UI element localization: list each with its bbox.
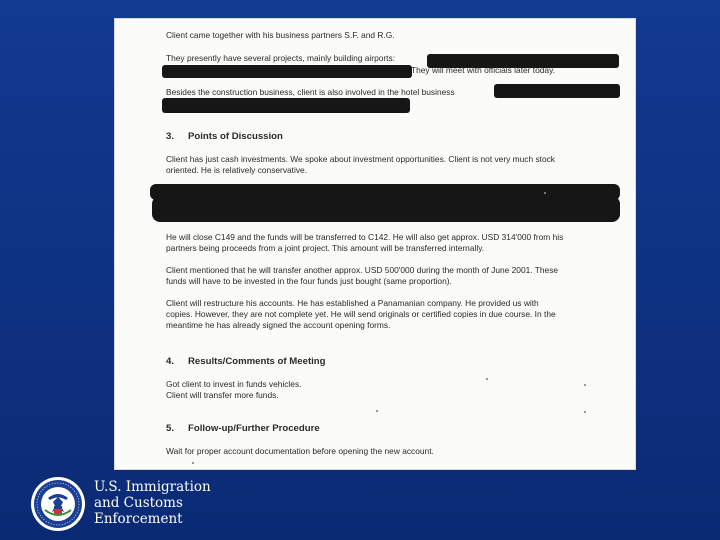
agency-line: U.S. Immigration bbox=[94, 479, 211, 495]
paragraph-line: Got client to invest in funds vehicles. bbox=[166, 379, 302, 389]
section-title: Points of Discussion bbox=[188, 131, 283, 142]
redaction-bar bbox=[162, 65, 412, 78]
section-number: 3. bbox=[166, 131, 175, 142]
paragraph-line: funds will have to be invested in the four funds just bought (same proportion). bbox=[166, 276, 452, 286]
hotel-line: Besides the construction business, client is also involved in the hotel business bbox=[166, 87, 455, 97]
scan-speck bbox=[544, 192, 546, 194]
agency-line: Enforcement bbox=[94, 511, 183, 527]
officials-line: They will meet with officials later today. bbox=[411, 65, 555, 75]
section-5-heading bbox=[166, 423, 320, 434]
paragraph-line: meantime he has already signed the account opening forms. bbox=[166, 320, 391, 330]
scan-speck bbox=[376, 410, 378, 412]
paragraph-line: Wait for proper account documentation before opening the new account. bbox=[166, 446, 434, 456]
paragraph-line: Client has just cash investments. We spoke about investment opportunities. Client is not very much stock bbox=[166, 154, 555, 164]
agency-footer bbox=[24, 474, 244, 534]
scan-speck bbox=[584, 411, 586, 413]
projects-line: They presently have several projects, mainly building airports: bbox=[166, 53, 396, 63]
section-number: 5. bbox=[166, 423, 175, 434]
section-4-heading bbox=[166, 356, 326, 367]
section-title: Follow-up/Further Procedure bbox=[188, 423, 320, 434]
section-title: Results/Comments of Meeting bbox=[188, 356, 326, 367]
paragraph-line: Client will restructure his accounts. He has established a Panamanian company. He provided us with bbox=[166, 298, 539, 308]
agency-line: and Customs bbox=[94, 495, 183, 511]
scanned-document bbox=[114, 18, 636, 470]
scan-speck bbox=[584, 384, 586, 386]
paragraph-line: Client will transfer more funds. bbox=[166, 390, 279, 400]
agency-name bbox=[94, 479, 211, 527]
scan-speck bbox=[486, 378, 488, 380]
paragraph-line: partners being proceeds from a joint project. This amount will be transferred internally. bbox=[166, 243, 485, 253]
section-3-heading bbox=[166, 131, 283, 142]
scan-speck bbox=[192, 462, 194, 464]
paragraph-line: He will close C149 and the funds will be transferred to C142. He will also get approx. USD 314'000 from his bbox=[166, 232, 564, 242]
redaction-bar bbox=[162, 98, 410, 113]
section-number: 4. bbox=[166, 356, 175, 367]
redaction-bar bbox=[152, 196, 620, 222]
paragraph-line: oriented. He is relatively conservative. bbox=[166, 165, 308, 175]
intro-line: Client came together with his business partners S.F. and R.G. bbox=[166, 30, 395, 40]
dhs-seal-icon bbox=[30, 476, 86, 532]
paragraph-line: Client mentioned that he will transfer another approx. USD 500'000 during the month of June 2001. These bbox=[166, 265, 559, 275]
paragraph-line: copies. However, they are not complete yet. He will send originals or certified copies in due course. In the bbox=[166, 309, 556, 319]
redaction-bar bbox=[494, 84, 620, 98]
